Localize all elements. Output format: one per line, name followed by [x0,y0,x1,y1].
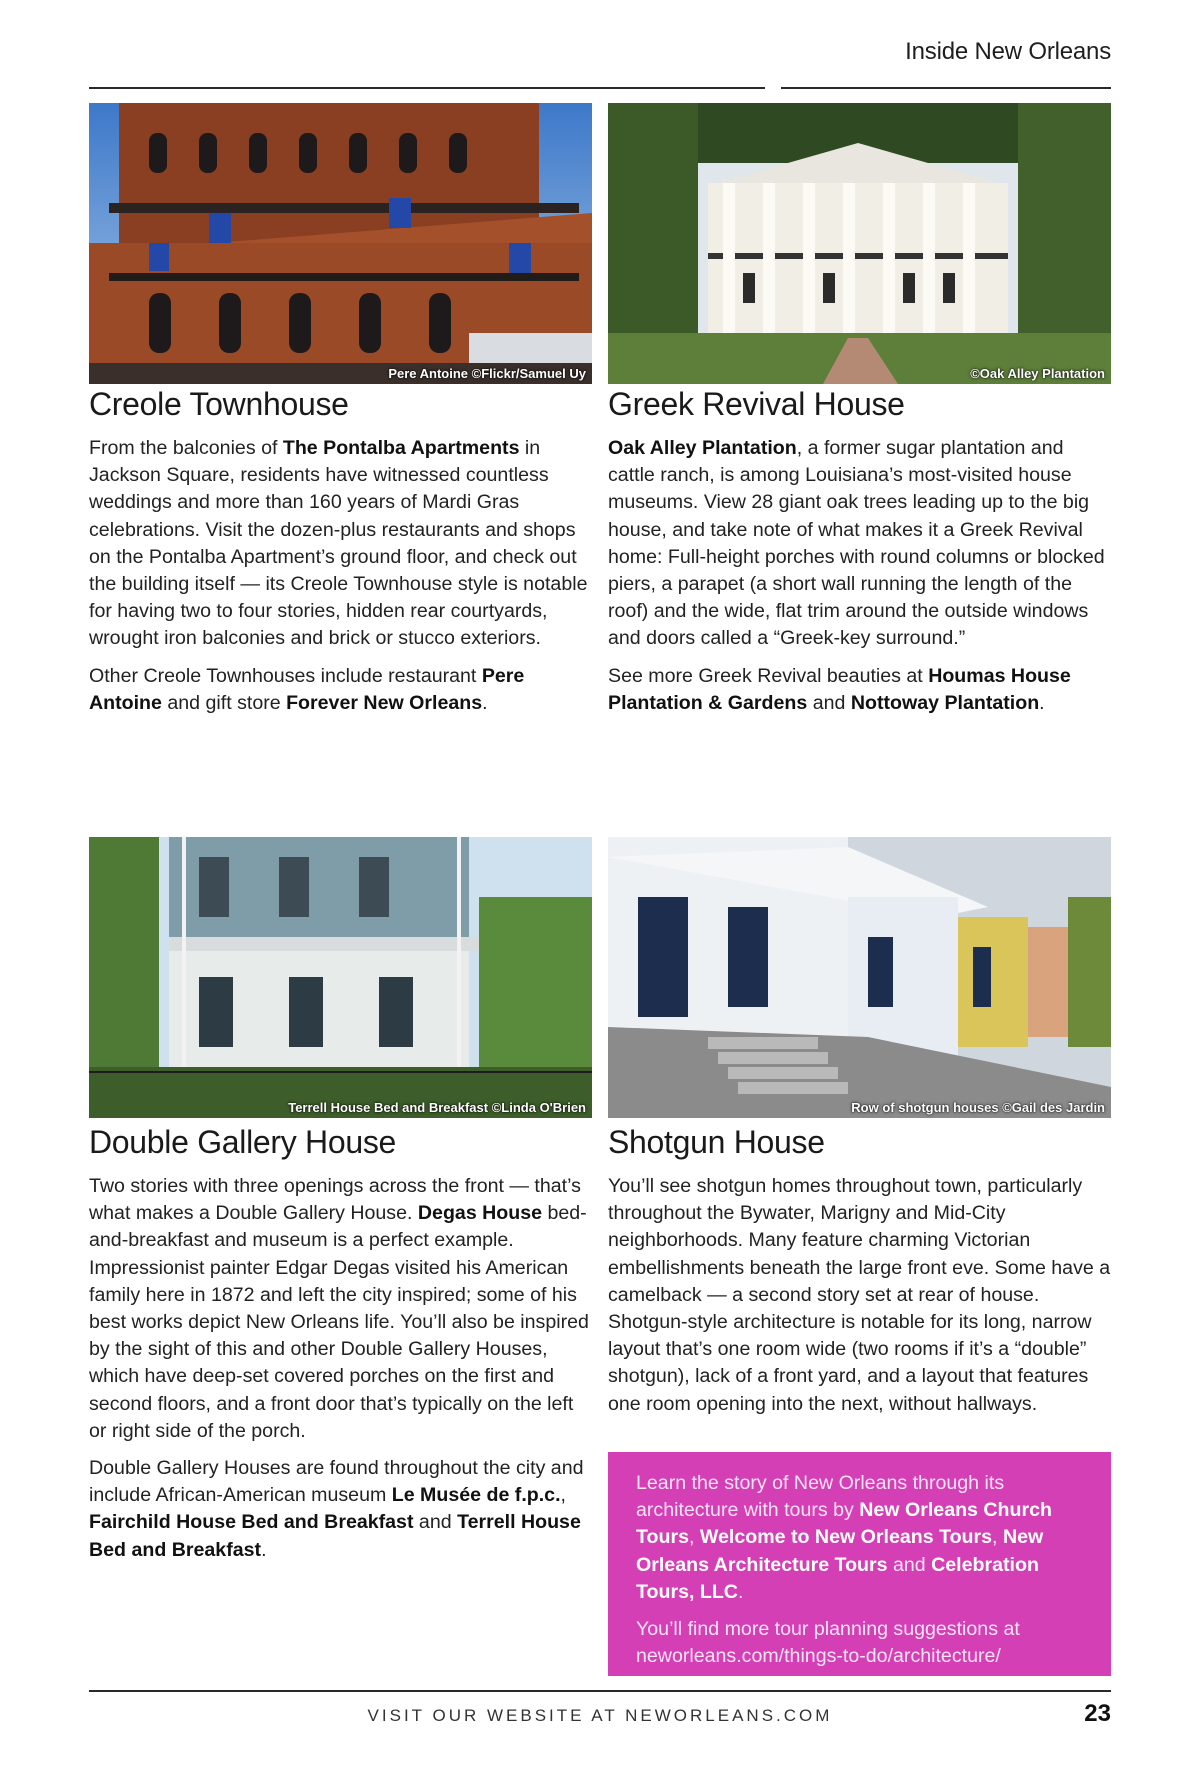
creole-townhouse-section [89,386,595,727]
photo-credit: Row of shotgun houses ©Gail des Jardin [851,1100,1105,1115]
greek-revival-section [608,386,1114,727]
callout-paragraph: Learn the story of New Orleans through its architecture with tours by New Orleans Church Tours, Welcome to New Orleans Tours, New Orleans Architecture Tours and Celebration Tours, LLC. [636,1472,1052,1603]
body-paragraph: Double Gallery Houses are found throughout the city and include African-American museum Le Musée de f.p.c., Fairchild House Bed and Breakfast and Terrell House Bed and Breakfast. [89,1457,584,1561]
body-paragraph: Other Creole Townhouses include restaurant Pere Antoine and gift store Forever New Orleans. [89,664,525,714]
footer-rule [89,1690,1111,1692]
tours-callout-box [608,1452,1111,1676]
section-title: Inside New Orleans [905,38,1111,65]
section-heading: Shotgun House [608,1124,825,1160]
photo-credit: Pere Antoine ©Flickr/Samuel Uy [388,366,586,381]
photo-credit: ©Oak Alley Plantation [970,366,1105,381]
body-paragraph: From the balconies of The Pontalba Apartments in Jackson Square, residents have witnessed countless weddings and more than 160 years of Mardi Gras celebrations. Visit the dozen-plus restaurants and shops on the Pontalba Apartment’s ground floor, and check out the building itself — its Creole Townhouse style is notable for having two to four stories, hidden rear courtyards, wrought iron balconies and brick or stucco exteriors. [89,437,588,650]
greek-revival-photo [608,103,1111,384]
footer-website-text: VISIT OUR WEBSITE AT NEWORLEANS.COM [367,1706,833,1725]
photo-credit: Terrell House Bed and Breakfast ©Linda O'Brien [288,1100,586,1115]
shotgun-house-section [608,1124,1114,1428]
body-paragraph: Two stories with three openings across the front — that’s what makes a Double Gallery House. Degas House bed-and-breakfast and museum is a perfect example. Impressionist painter Edgar Degas visited his American family here in 1872 and left the city inspired; some of his best works depict New Orleans life. You’ll also be inspired by the sight of this and other Double Gallery Houses, which have deep-set covered porches on the first and second floors, and a front door that’s typically on the left or right side of the porch. [89,1175,589,1442]
page-number: 23 [1084,1700,1111,1727]
header-rule-left [89,87,765,89]
double-gallery-photo [89,837,592,1118]
section-heading: Greek Revival House [608,386,905,422]
body-paragraph: See more Greek Revival beauties at Houmas House Plantation & Gardens and Nottoway Plantation. [608,664,1071,714]
body-paragraph: Oak Alley Plantation, a former sugar plantation and cattle ranch, is among Louisiana’s most-visited house museums. View 28 giant oak trees leading up to the big house, and take note of what makes it a Greek Revival home: Full-height porches with round columns or blocked piers, a parapet (a short wall running the length of the roof) and the wide, flat trim around the outside windows and doors called a “Greek-key surround.” [608,437,1105,650]
section-heading: Double Gallery House [89,1124,397,1160]
callout-paragraph: You’ll find more tour planning suggestions at neworleans.com/things-to-do/architecture/ [636,1618,1020,1668]
shotgun-houses-photo [608,837,1111,1118]
body-paragraph: You’ll see shotgun homes throughout town, particularly throughout the Bywater, Marigny and Mid-City neighborhoods. Many feature charming Victorian embellishments beneath the large front eve. Some have a camelback — a second story set at rear of house. Shotgun-style architecture is notable for its long, narrow layout that’s one room wide (two rooms if it’s a “double” shotgun), lack of a front yard, and a layout that features one room opening into the next, without hallways. [608,1175,1111,1415]
creole-townhouse-photo [89,103,592,384]
header-rule-right [781,87,1111,89]
architecture-link[interactable]: neworleans.com/things-to-do/architecture/ [636,1645,1001,1668]
double-gallery-section [89,1124,595,1574]
section-heading: Creole Townhouse [89,386,349,422]
